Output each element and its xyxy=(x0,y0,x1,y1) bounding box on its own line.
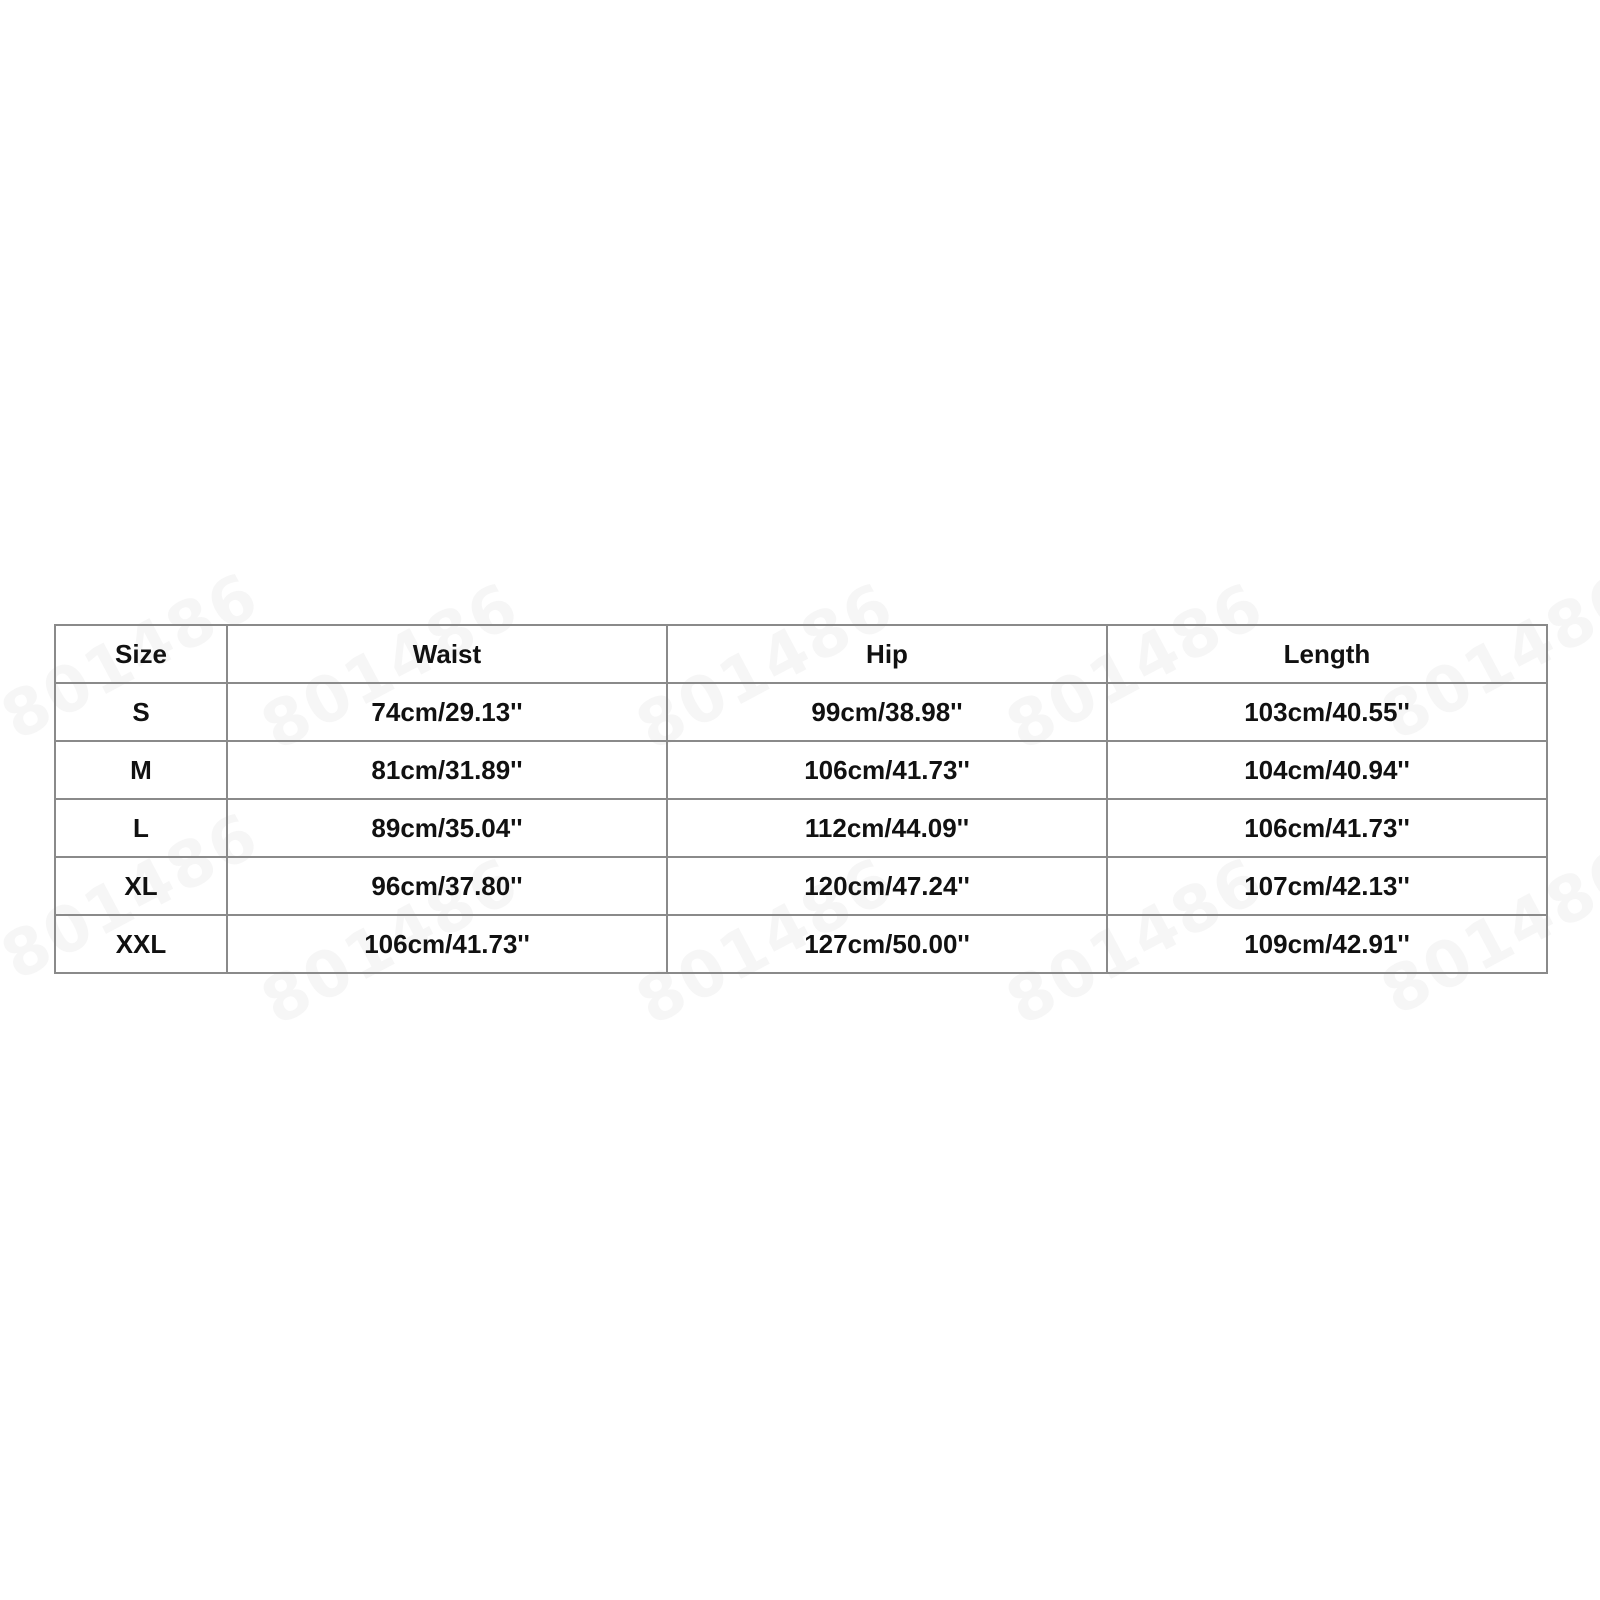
cell-waist: 74cm/29.13'' xyxy=(227,683,667,741)
cell-size: L xyxy=(55,799,227,857)
cell-size: XL xyxy=(55,857,227,915)
cell-length: 103cm/40.55'' xyxy=(1107,683,1547,741)
cell-size: XXL xyxy=(55,915,227,973)
cell-size: M xyxy=(55,741,227,799)
cell-length: 106cm/41.73'' xyxy=(1107,799,1547,857)
header-length: Length xyxy=(1107,625,1547,683)
cell-waist: 106cm/41.73'' xyxy=(227,915,667,973)
table-row xyxy=(55,799,1547,857)
cell-length: 104cm/40.94'' xyxy=(1107,741,1547,799)
table-row xyxy=(55,857,1547,915)
cell-hip: 127cm/50.00'' xyxy=(667,915,1107,973)
cell-hip: 112cm/44.09'' xyxy=(667,799,1107,857)
table-row xyxy=(55,683,1547,741)
cell-waist: 81cm/31.89'' xyxy=(227,741,667,799)
cell-size: S xyxy=(55,683,227,741)
cell-length: 109cm/42.91'' xyxy=(1107,915,1547,973)
header-waist: Waist xyxy=(227,625,667,683)
table-row xyxy=(55,915,1547,973)
size-chart-table xyxy=(54,624,1548,974)
table-header-row xyxy=(55,625,1547,683)
cell-hip: 120cm/47.24'' xyxy=(667,857,1107,915)
header-hip: Hip xyxy=(667,625,1107,683)
cell-length: 107cm/42.13'' xyxy=(1107,857,1547,915)
cell-waist: 89cm/35.04'' xyxy=(227,799,667,857)
header-size: Size xyxy=(55,625,227,683)
cell-hip: 106cm/41.73'' xyxy=(667,741,1107,799)
table-row xyxy=(55,741,1547,799)
cell-hip: 99cm/38.98'' xyxy=(667,683,1107,741)
cell-waist: 96cm/37.80'' xyxy=(227,857,667,915)
